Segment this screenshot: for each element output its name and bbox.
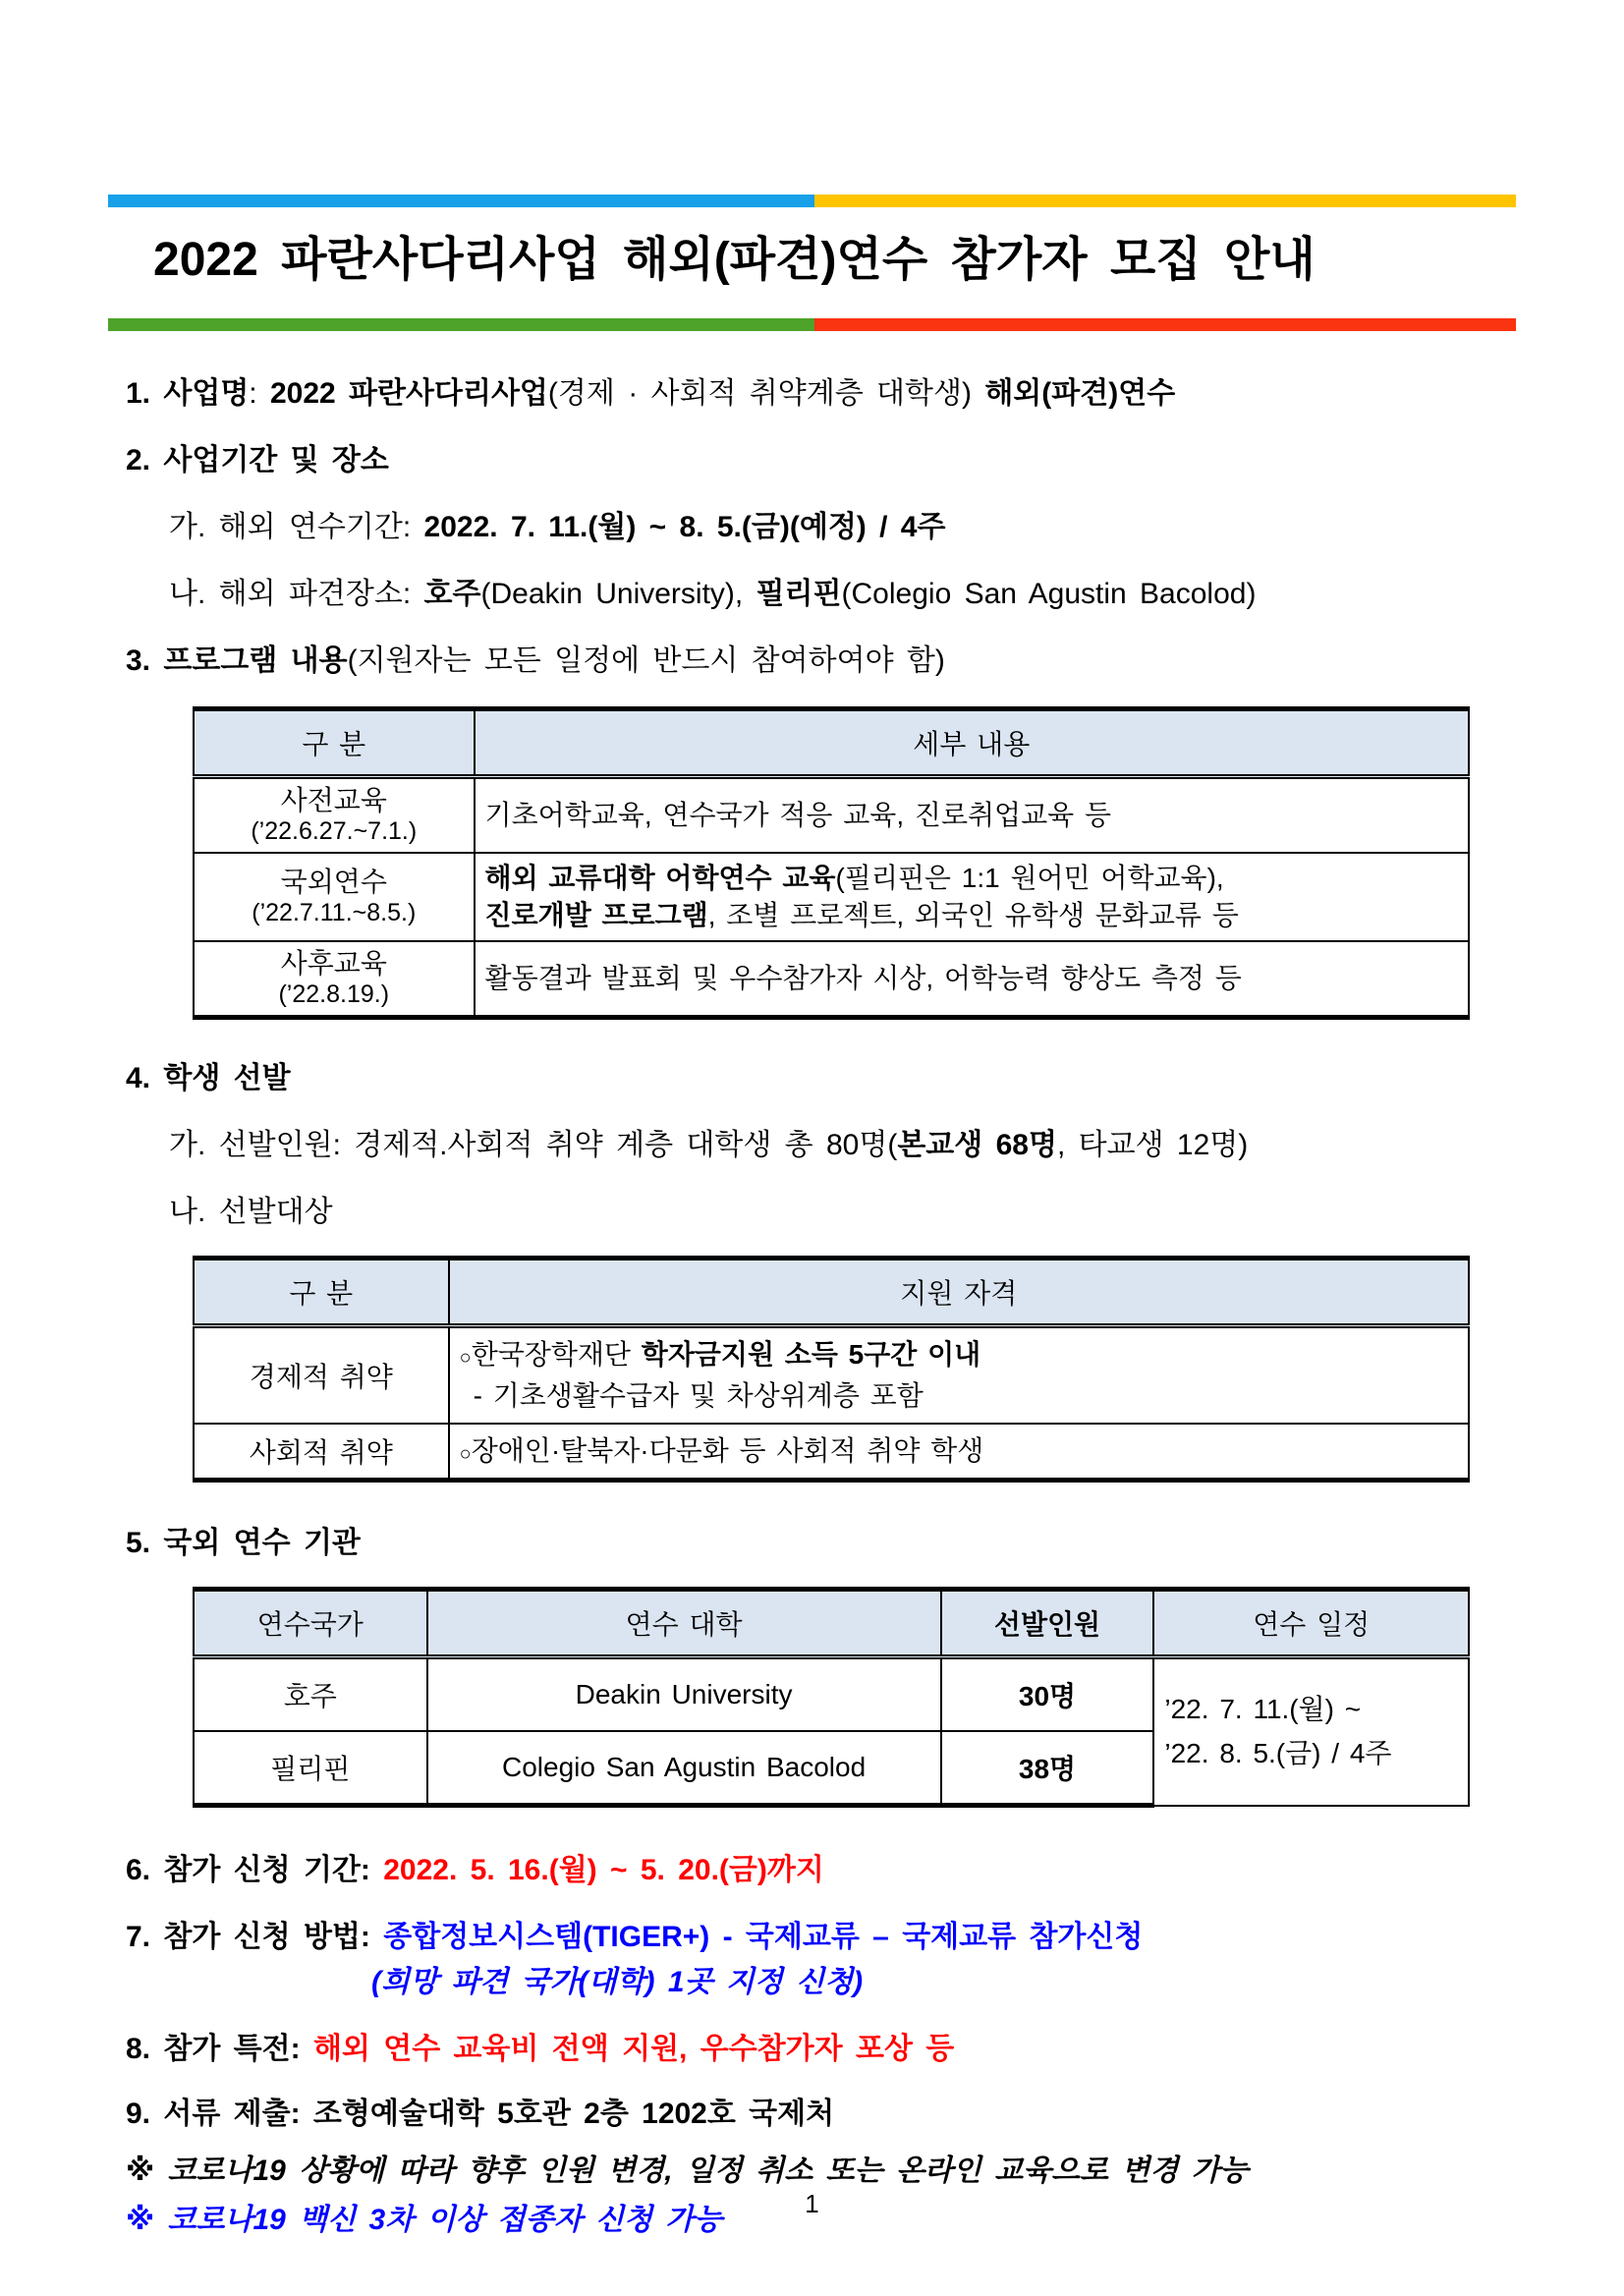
covid-note-1 <box>126 2154 1526 2189</box>
eligibility-header-category: 구 분 <box>194 1259 449 1326</box>
eligibility-table-header-row <box>194 1259 1469 1326</box>
section-1-heading: 1. 사업명 <box>126 377 250 411</box>
bottom-bar-green-segment <box>108 318 814 331</box>
section-3-heading: 3. 프로그램 내용 <box>126 644 348 678</box>
section-2-heading-text: 2. 사업기간 및 장소 <box>126 444 389 477</box>
section-1-target-paren: (경제 · 사회적 취약계층 대학생) <box>547 377 985 411</box>
institutions-row1-country: 호주 <box>194 1657 427 1732</box>
eligibility-row1-line1 <box>460 1334 1458 1375</box>
covid-note-1-text: ※ 코로나19 상황에 따라 향후 인원 변경, 일정 취소 또는 온라인 교육으로 변경 가능 <box>126 2155 1249 2188</box>
section-1-program-name: 2022 파란사다리사업 <box>269 377 548 411</box>
section-2-heading <box>126 443 1526 478</box>
table-row <box>194 777 1469 854</box>
schedule-line-1: ’22. 7. 11.(월) ~ <box>1164 1694 1362 1725</box>
section-8-value: 해외 연수 교육비 전액 지원, 우수참가자 포상 등 <box>312 2033 955 2066</box>
document-header <box>108 195 1516 331</box>
program-row1-category-cell <box>194 777 475 854</box>
table-row <box>194 1326 1469 1425</box>
program-row2-name: 국외연수 <box>280 867 387 898</box>
program-table-header-category: 구 분 <box>194 709 475 777</box>
page-title: 2022 파란사다리사업 해외(파견)연수 참가자 모집 안내 <box>153 234 1316 286</box>
covid-note-2-text: ※ 코로나19 백신 3차 이상 접종자 신청 가능 <box>126 2204 723 2237</box>
table-row <box>194 941 1469 1018</box>
section-8-label: 8. 참가 특전: <box>126 2033 313 2066</box>
program-row2-plain-1: (필리핀은 1:1 원어민 어학교육), <box>835 863 1224 894</box>
program-row2-plain-2: , 조별 프로젝트, 외국인 유학생 문화교류 등 <box>707 900 1239 931</box>
program-row2-category-cell <box>194 853 475 941</box>
institutions-header-count: 선발인원 <box>941 1590 1154 1657</box>
institutions-row2-country: 필리핀 <box>194 1731 427 1806</box>
program-row3-period: (’22.8.19.) <box>278 980 390 1009</box>
circle-bullet-icon: ○ <box>459 1443 472 1466</box>
table-row <box>194 1657 1469 1732</box>
institutions-row1-university: Deakin University <box>427 1657 941 1732</box>
header-bottom-bar <box>108 318 1516 331</box>
schedule-line-2: ’22. 8. 5.(금) / 4주 <box>1164 1737 1392 1768</box>
eligibility-row1-line2: - 기초생활수급자 및 차상위계층 포함 <box>473 1380 924 1412</box>
section-4a-bold: 본교생 68명 <box>897 1129 1057 1162</box>
section-4-heading <box>126 1061 1526 1096</box>
program-table-header-detail: 세부 내용 <box>475 709 1469 777</box>
section-2a-label: 가. 해외 연수기간: <box>169 511 424 544</box>
eligibility-row2-detail <box>449 1424 1469 1481</box>
program-row2-bold-1: 해외 교류대학 어학연수 교육 <box>484 863 836 894</box>
section-3-paren: (지원자는 모든 일정에 반드시 참여하여야 함) <box>347 644 945 678</box>
section-2b-country-1: 호주 <box>423 578 481 611</box>
section-1-suffix: 해외(파견)연수 <box>984 377 1176 411</box>
program-row3-name: 사후교육 <box>280 947 387 979</box>
section-6-label: 6. 참가 신청 기간: <box>126 1854 384 1887</box>
eligibility-header-qualification: 지원 자격 <box>449 1259 1469 1326</box>
program-row1-detail: 기초어학교육, 연수국가 적응 교육, 진로취업교육 등 <box>475 777 1469 854</box>
section-4b-line <box>126 1195 1526 1230</box>
eligibility-table <box>193 1256 1470 1483</box>
program-row2-detail-line2 <box>485 897 1458 934</box>
section-8-line <box>126 2032 1526 2067</box>
institutions-header-schedule: 연수 일정 <box>1153 1590 1469 1657</box>
program-table-header-row <box>194 709 1469 777</box>
section-7-note: (희망 파견 국가(대학) 1곳 지정 신청) <box>371 1966 864 1999</box>
program-row2-period: (’22.7.11.~8.5.) <box>252 899 417 927</box>
section-2a-value: 2022. 7. 11.(월) ~ 8. 5.(금)(예정) / 4주 <box>423 511 946 544</box>
bottom-bar-red-segment <box>814 318 1516 331</box>
institutions-schedule-cell <box>1153 1657 1469 1806</box>
section-4-heading-text: 4. 학생 선발 <box>126 1062 291 1095</box>
institutions-row2-count: 38명 <box>941 1731 1154 1806</box>
section-7-note-line <box>126 1965 1526 2000</box>
section-4a-line <box>126 1128 1526 1163</box>
program-row2-detail <box>475 853 1469 941</box>
section-5-heading <box>126 1526 1526 1561</box>
section-6-value: 2022. 5. 16.(월) ~ 5. 20.(금)까지 <box>383 1854 824 1887</box>
eligibility-row2-line1-text: 장애인·탈북자·다문화 등 사회적 취약 학생 <box>471 1435 984 1467</box>
program-row1-name: 사전교육 <box>280 785 387 816</box>
section-9-line <box>126 2097 1526 2132</box>
table-row <box>194 853 1469 941</box>
eligibility-row1-detail <box>449 1326 1469 1425</box>
program-row2-detail-line1 <box>485 860 1458 897</box>
section-3-line <box>126 644 1526 679</box>
section-9-label: 9. 서류 제출: 조형예술대학 5호관 2층 1202호 국제처 <box>126 2098 835 2131</box>
section-2b-country-2: 필리핀 <box>756 578 842 611</box>
institutions-table-header-row <box>194 1590 1469 1657</box>
section-7-line <box>126 1920 1526 1955</box>
header-top-bar <box>108 195 1516 207</box>
program-row3-category-cell <box>194 941 475 1018</box>
program-table <box>193 706 1470 1020</box>
page-number: 1 <box>805 2189 819 2218</box>
eligibility-row2-category: 사회적 취약 <box>194 1424 449 1481</box>
section-7-value: 종합정보시스템(TIGER+) - 국제교류 – 국제교류 참가신청 <box>383 1921 1144 1954</box>
table-row <box>194 1424 1469 1481</box>
circle-bullet-icon: ○ <box>459 1347 472 1370</box>
section-1-colon: : <box>249 377 270 411</box>
section-2b-label: 나. 해외 파견장소: <box>169 578 424 611</box>
program-row1-period: (’22.6.27.~7.1.) <box>251 817 418 846</box>
top-bar-blue-segment <box>108 195 814 207</box>
eligibility-row1-line1-plain: 한국장학재단 <box>471 1339 642 1371</box>
section-7-label: 7. 참가 신청 방법: <box>126 1921 384 1954</box>
program-row2-bold-2: 진로개발 프로그램 <box>484 900 708 931</box>
section-2b-university-2: (Colegio San Agustin Bacolod) <box>841 578 1257 611</box>
document-body <box>108 376 1526 2238</box>
institutions-header-country: 연수국가 <box>194 1590 427 1657</box>
section-4a-suffix: , 타교생 12명) <box>1056 1129 1249 1162</box>
section-5-heading-text: 5. 국외 연수 기관 <box>126 1527 361 1560</box>
section-6-line <box>126 1853 1526 1888</box>
section-2a-line <box>126 510 1526 545</box>
section-4b-label: 나. 선발대상 <box>169 1196 333 1229</box>
section-2b-line <box>126 577 1526 612</box>
eligibility-row1-line1-bold: 학자금지원 소득 5구간 이내 <box>641 1339 981 1371</box>
institutions-row2-university: Colegio San Agustin Bacolod <box>427 1731 941 1806</box>
section-1-line <box>126 376 1526 412</box>
program-row3-detail: 활동결과 발표회 및 우수참가자 시상, 어학능력 향상도 측정 등 <box>475 941 1469 1018</box>
section-2b-university-1: (Deakin University), <box>480 578 756 611</box>
section-4a-prefix: 가. 선발인원: 경제적.사회적 취약 계층 대학생 총 80명( <box>169 1129 898 1162</box>
eligibility-row2-line1 <box>460 1430 1458 1472</box>
eligibility-row1-category: 경제적 취약 <box>194 1326 449 1425</box>
institutions-table <box>193 1587 1470 1808</box>
institutions-row1-count: 30명 <box>941 1657 1154 1732</box>
top-bar-yellow-segment <box>814 195 1516 207</box>
institutions-header-university: 연수 대학 <box>427 1590 941 1657</box>
